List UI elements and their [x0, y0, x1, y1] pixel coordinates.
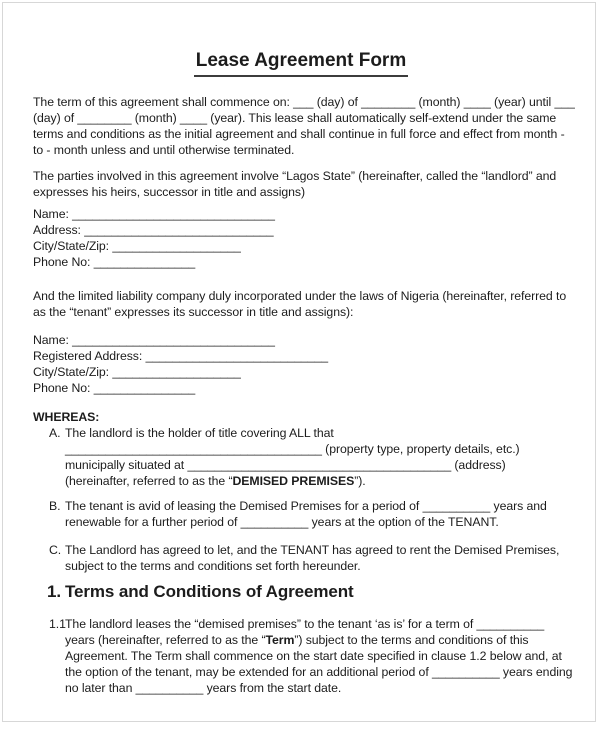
- field-label: Address:: [33, 223, 85, 237]
- text-line: (day) of ________ (month) ____ (year). This lease shall automatically self-extend under the same: [33, 111, 557, 125]
- text-line: ______________________________________ (property type, property details, etc.): [65, 442, 520, 456]
- text-line: expresses his heirs, successor in title and assigns): [33, 185, 305, 199]
- form-field-row: [33, 364, 569, 380]
- text-line: The parties involved in this agreement involve “Lagos State” (hereinafter, called the “landlord” and: [33, 169, 557, 183]
- tenant-details-fields: [33, 332, 569, 396]
- form-field-row: [33, 332, 569, 348]
- blank-line: ___________________: [112, 365, 241, 379]
- blank-line: ____________________________: [84, 223, 274, 237]
- text-line: no later than __________ years from the start date.: [65, 681, 342, 695]
- form-field-row: [33, 206, 569, 222]
- list-marker-a: A.: [49, 426, 61, 440]
- text-line: Agreement. The Term shall commence on the start date specified in clause 1.2 below and, at: [65, 649, 562, 663]
- text-line: subject to the terms and conditions set forth hereunder.: [65, 559, 361, 573]
- whereas-item-c-text: [65, 542, 569, 574]
- list-marker-c: C.: [49, 543, 62, 557]
- whereas-item-b: [33, 498, 569, 530]
- text-line: And the limited liability company duly incorporated under the laws of Nigeria (hereinafter, referred to: [33, 289, 567, 303]
- landlord-details-fields: [33, 206, 569, 270]
- field-label: Name:: [33, 207, 73, 221]
- clause-1-1-text: [65, 616, 573, 696]
- text-line: (hereinafter, referred to as the “DEMISED PREMISES”).: [65, 474, 366, 488]
- blank-line: _______________: [93, 381, 196, 395]
- whereas-item-c: [33, 542, 569, 574]
- field-label: Name:: [33, 333, 73, 347]
- section-1-heading: [33, 581, 569, 603]
- clause-1-1-marker: 1.1: [49, 617, 66, 631]
- blank-line: ______________________________: [72, 333, 275, 347]
- whereas-item-a: [33, 425, 569, 489]
- text-line: years (hereinafter, referred to as the “Term”) subject to the terms and conditions of this: [65, 633, 529, 647]
- text-line: municipally situated at _______________________________________ (address): [65, 458, 506, 472]
- field-label: Registered Address:: [33, 349, 146, 363]
- field-label: City/State/Zip:: [33, 239, 113, 253]
- form-field-row: [33, 222, 569, 238]
- field-label: City/State/Zip:: [33, 365, 113, 379]
- form-field-row: [33, 380, 569, 396]
- field-label: Phone No:: [33, 381, 94, 395]
- parties-paragraph: [33, 168, 569, 200]
- whereas-item-a-text: [65, 425, 569, 489]
- blank-line: ___________________________: [145, 349, 329, 363]
- blank-line: ______________________________: [72, 207, 275, 221]
- section-1-marker: 1.: [47, 582, 61, 601]
- blank-line: _______________: [93, 255, 196, 269]
- text-line: The landlord is the holder of title covering ALL that: [65, 426, 334, 440]
- document-title-text: Lease Agreement Form: [194, 48, 408, 77]
- tenant-intro-paragraph: [33, 288, 569, 320]
- section-1-heading-text: Terms and Conditions of Agreement: [65, 582, 354, 601]
- text-line: The tenant is avid of leasing the Demised Premises for a period of __________ years and: [65, 499, 547, 513]
- form-field-row: [33, 254, 569, 270]
- form-field-row: [33, 238, 569, 254]
- text-line: The Landlord has agreed to let, and the TENANT has agreed to rent the Demised Premises,: [65, 543, 560, 557]
- text-line: as the “tenant” expresses its successor in title and assigns):: [33, 305, 354, 319]
- text-line: the option of the tenant, may be extended for an additional period of __________ years ending: [65, 665, 573, 679]
- text-line: The landlord leases the “demised premises” to the tenant ‘as is’ for a term of __________: [65, 617, 545, 631]
- list-marker-b: B.: [49, 499, 61, 513]
- form-field-row: [33, 348, 569, 364]
- term-intro-paragraph: [33, 94, 575, 158]
- whereas-heading: WHEREAS:: [33, 410, 100, 424]
- text-line: The term of this agreement shall commence on: ___ (day) of ________ (month) ____ (year) until ___: [33, 95, 575, 109]
- lease-agreement-document-page: [2, 2, 596, 722]
- text-line: terms and conditions as the initial agreement and shall continue in full force and effect from month -: [33, 127, 565, 141]
- whereas-item-b-text: [65, 498, 569, 530]
- text-line: renewable for a further period of __________ years at the option of the TENANT.: [65, 515, 499, 529]
- text-line: to - month unless and until otherwise terminated.: [33, 143, 295, 157]
- field-label: Phone No:: [33, 255, 94, 269]
- blank-line: ___________________: [112, 239, 241, 253]
- document-title: [33, 48, 569, 77]
- clause-1-1: [33, 616, 573, 696]
